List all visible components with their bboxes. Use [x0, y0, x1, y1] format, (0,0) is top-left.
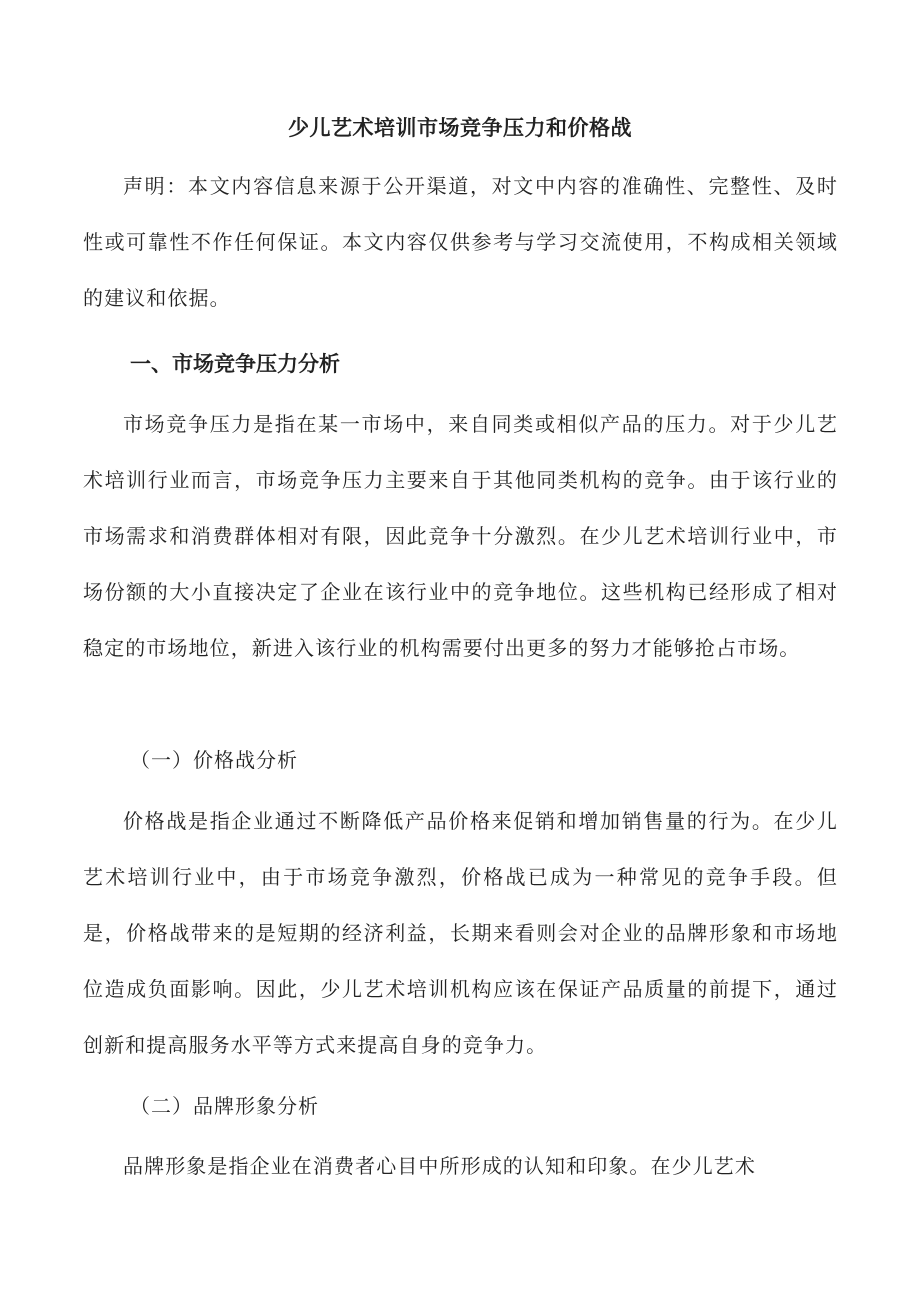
subsection-heading-price-war: （一）价格战分析: [130, 748, 298, 772]
price-war-paragraph: 价格战是指企业通过不断降低产品价格来促销和增加销售量的行为。在少儿艺术培训行业中，由于市场竞争激烈，价格战已成为一种常见的竞争手段。但是，价格战带来的是短期的经济利益，长期来看则会对企业的品牌形象和市场地位造成负面影响。因此，少儿艺术培训机构应该在保证产品质量的前提下，通过创新和提高服务水平等方式来提高自身的竞争力。: [83, 809, 838, 1057]
subsection-heading-brand-image: （二）品牌形象分析: [130, 1094, 319, 1118]
market-competition-paragraph: 市场竞争压力是指在某一市场中，来自同类或相似产品的压力。对于少儿艺术培训行业而言，市场竞争压力主要来自于其他同类机构的竞争。由于该行业的市场需求和消费群体相对有限，因此竞争十分激烈。在少儿艺术培训行业中，市场份额的大小直接决定了企业在该行业中的竞争地位。这些机构已经形成了相对稳定的市场地位，新进入该行业的机构需要付出更多的努力才能够抢占市场。: [83, 412, 838, 660]
section-heading-market-competition: 一、市场竞争压力分析: [130, 352, 340, 376]
document-title: 少儿艺术培训市场竞争压力和价格战: [288, 116, 632, 140]
disclaimer-paragraph: 声明：本文内容信息来源于公开渠道，对文中内容的准确性、完整性、及时性或可靠性不作任何保证。本文内容仅供参考与学习交流使用，不构成相关领域的建议和依据。: [83, 174, 838, 310]
brand-image-paragraph: 品牌形象是指企业在消费者心目中所形成的认知和印象。在少儿艺术: [123, 1154, 756, 1178]
